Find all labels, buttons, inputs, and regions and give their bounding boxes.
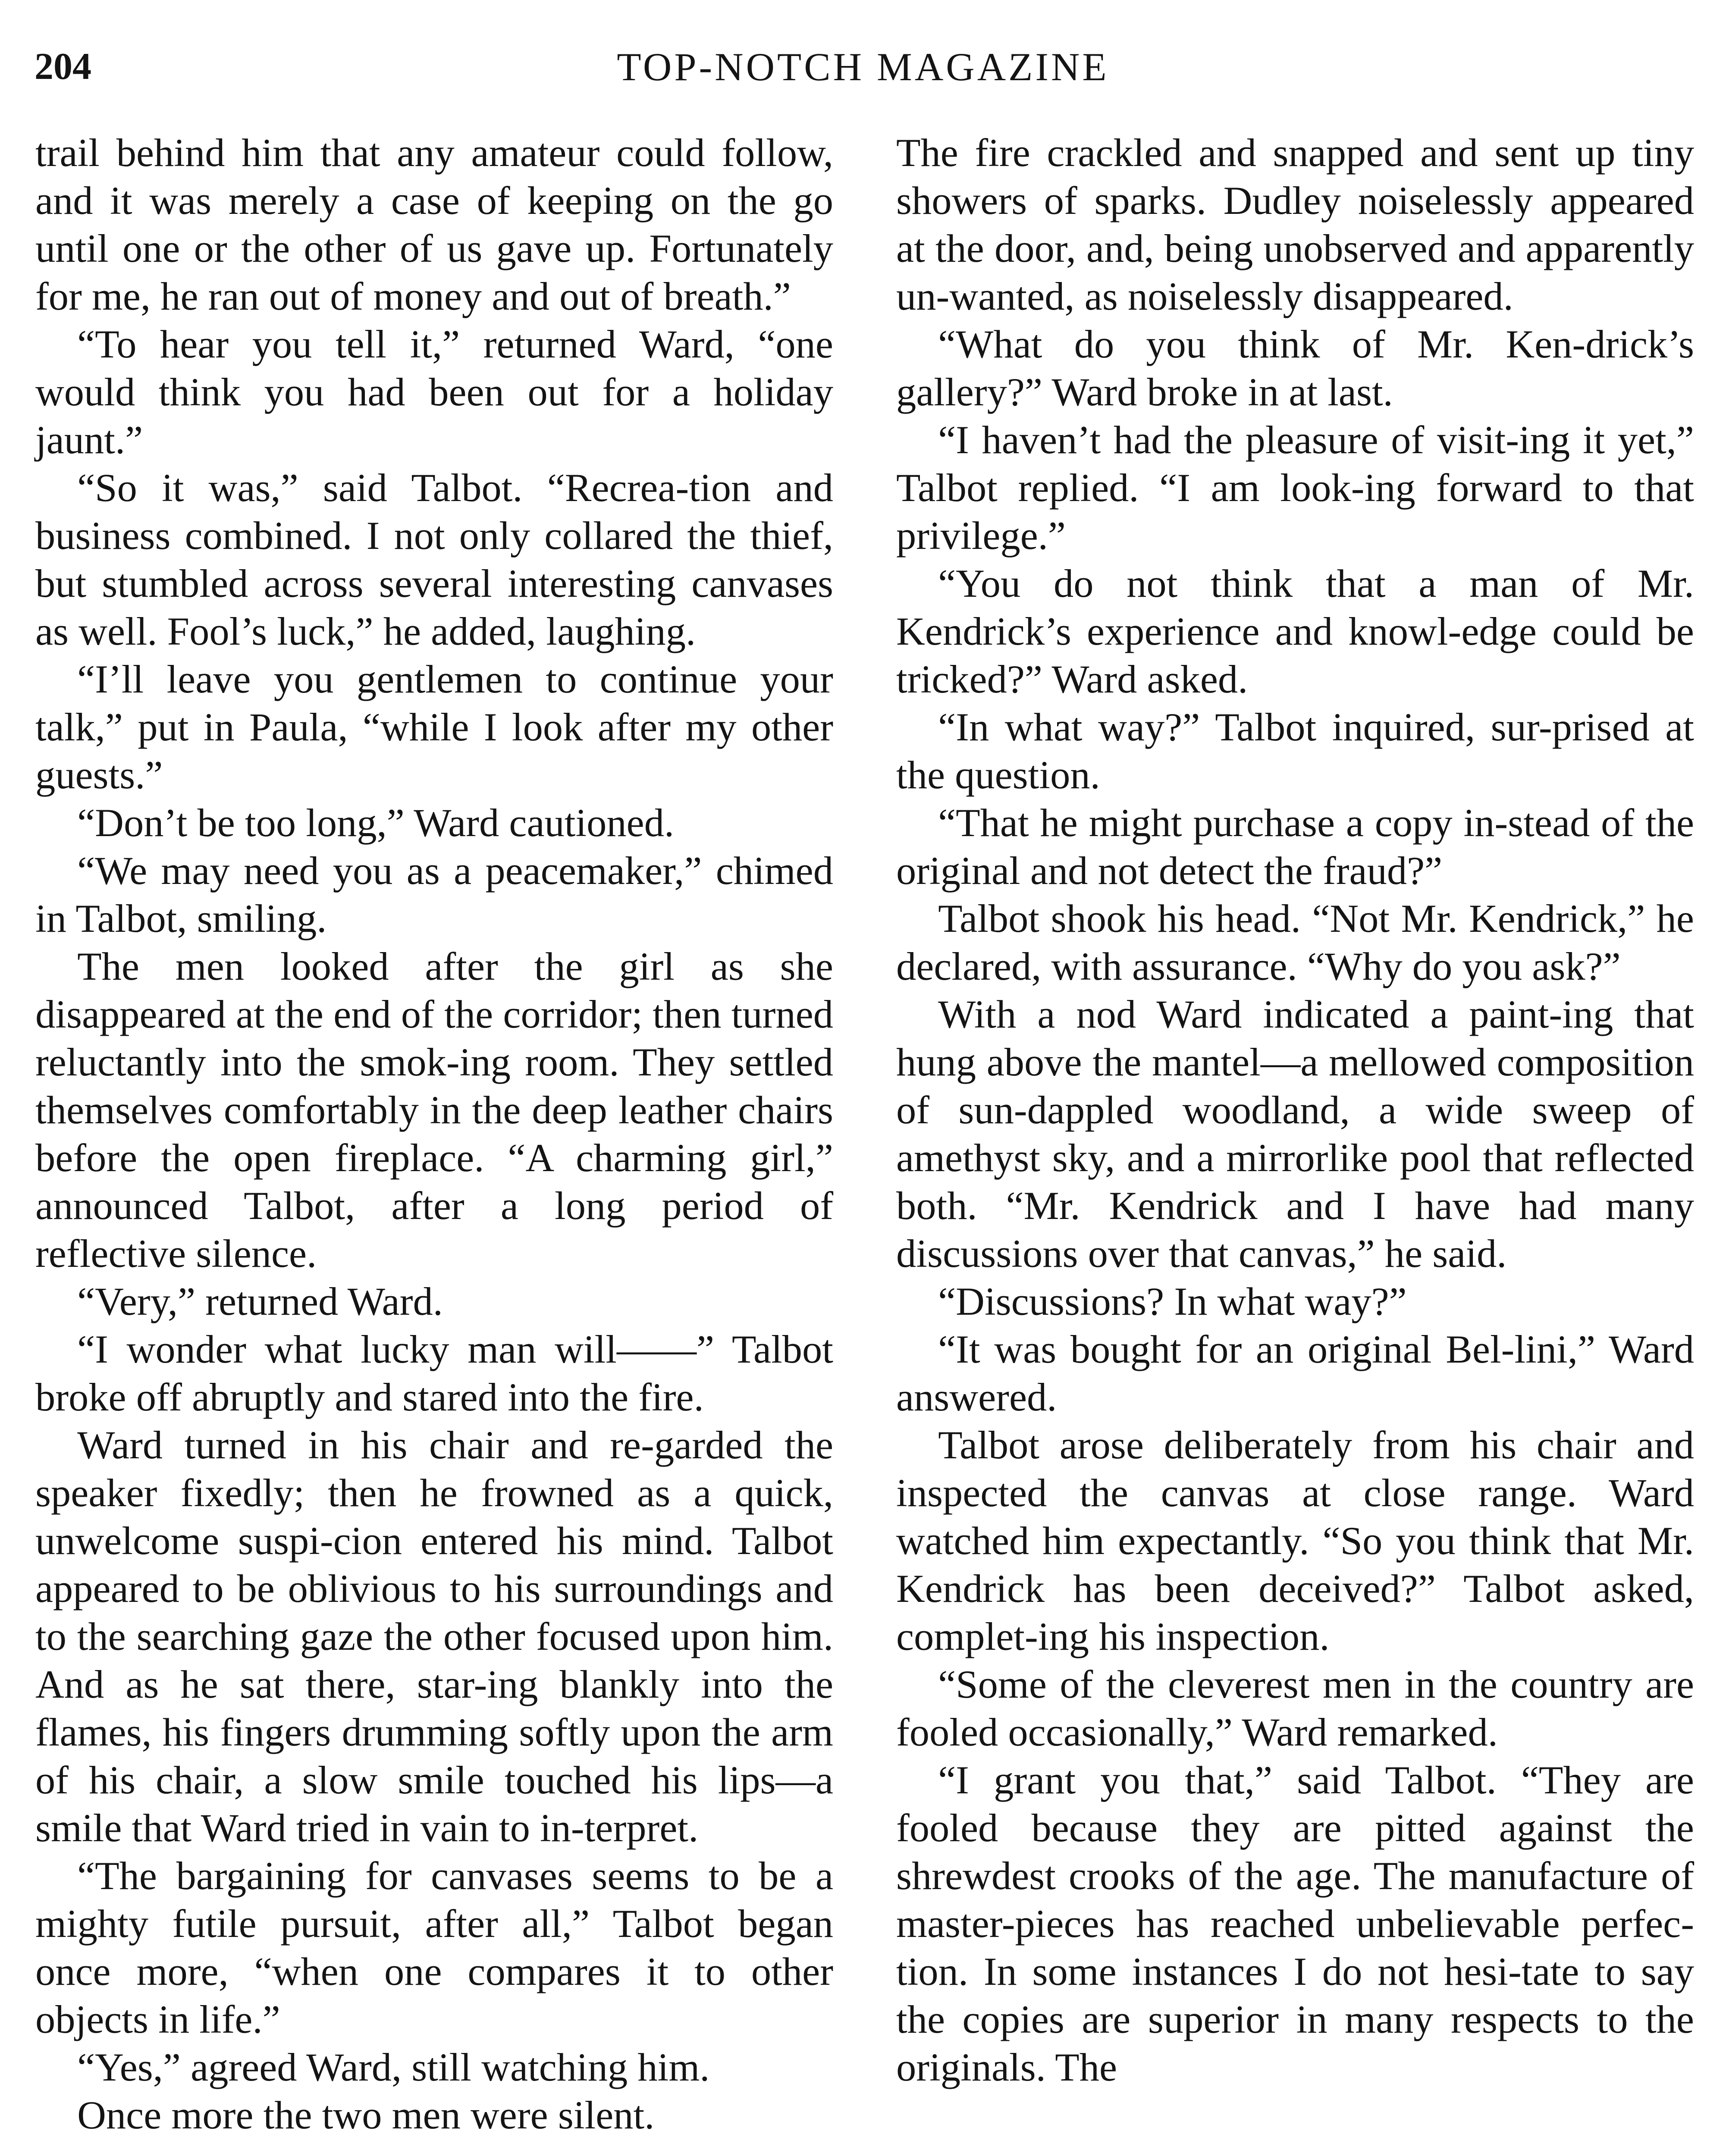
paragraph: “I wonder what lucky man will——” Talbot broke off abruptly and stared into the fire. xyxy=(35,1328,833,1420)
paragraph: The fire crackled and snapped and sent up tiny showers of sparks. Dudley noiselessly appeared at the door, and, being unobserved and apparently un-wanted, as noiselessly disappeared. xyxy=(896,131,1694,319)
paragraph: “Some of the cleverest men in the country are fooled occasionally,” Ward remarked. xyxy=(896,1663,1694,1755)
paragraph: “Discussions? In what way?” xyxy=(938,1280,1407,1324)
page-number: 204 xyxy=(35,46,91,88)
paragraph: “I’ll leave you gentlemen to continue your talk,” put in Paula, “while I look after my other guests.” xyxy=(35,658,833,797)
paragraph: “That he might purchase a copy in-stead of the original and not detect the fraud?” xyxy=(896,801,1694,893)
paragraph: “What do you think of Mr. Ken-drick’s gallery?” Ward broke in at last. xyxy=(896,323,1694,414)
paragraph: Talbot shook his head. “Not Mr. Kendrick,” he declared, with assurance. “Why do you ask?” xyxy=(896,897,1694,989)
paragraph: Once more the two men were silent. xyxy=(77,2093,655,2137)
running-head: TOP-NOTCH MAGAZINE xyxy=(617,45,1109,89)
paragraph: “We may need you as a peacemaker,” chimed in Talbot, smiling. xyxy=(35,849,833,941)
paragraph: “You do not think that a man of Mr. Kendrick’s experience and knowl-edge could be tricked?” Ward asked. xyxy=(896,562,1694,702)
paragraph: trail behind him that any amateur could follow, and it was merely a case of keeping on the go until one or the other of us gave up. Fortunately for me, he ran out of money and out of breath.” xyxy=(35,131,833,319)
paragraph: “To hear you tell it,” returned Ward, “one would think you had been out for a holiday jaunt.” xyxy=(35,323,833,462)
paragraph: “The bargaining for canvases seems to be a mighty futile pursuit, after all,” Talbot began once more, “when one compares it to other objects in life.” xyxy=(35,1854,833,2042)
paragraph: Talbot arose deliberately from his chair and inspected the canvas at close range. Ward watched him expectantly. “So you think that Mr. Kendrick has been deceived?” Talbot asked, complet-ing his inspection. xyxy=(896,1423,1694,1659)
paragraph: Ward turned in his chair and re-garded the speaker fixedly; then he frowned as a quick, unwelcome suspi-cion entered his mind. Talbot appeared to be oblivious to his surroundings and to the searching gaze the other focused upon him. And as he sat there, star-ing blankly into the flames, his fingers drumming softly upon the arm of his chair, a slow smile touched his lips—a smile that Ward tried in vain to in-terpret. xyxy=(35,1423,833,1850)
left-column xyxy=(35,129,833,2140)
paragraph: “Don’t be too long,” Ward cautioned. xyxy=(77,801,675,845)
paragraph: The men looked after the girl as she disappeared at the end of the corridor; then turned reluctantly into the smok-ing room. They settled themselves comfortably in the deep leather chairs before the open fireplace. “A charming girl,” announced Talbot, after a long period of reflective silence. xyxy=(35,945,833,1276)
paragraph: “So it was,” said Talbot. “Recrea-tion and business combined. I not only collared the thief, but stumbled across several interesting canvases as well. Fool’s luck,” he added, laughing. xyxy=(35,466,833,654)
page-header xyxy=(35,41,1691,97)
paragraph: “Very,” returned Ward. xyxy=(77,1280,443,1324)
paragraph: “It was bought for an original Bel-lini,” Ward answered. xyxy=(896,1328,1694,1420)
paragraph: With a nod Ward indicated a paint-ing that hung above the mantel—a mellowed composition of sun-dappled woodland, a wide sweep of amethyst sky, and a mirrorlike pool that reflected both. “Mr. Kendrick and I have had many discussions over that canvas,” he said. xyxy=(896,993,1694,1276)
paragraph: “I grant you that,” said Talbot. “They are fooled because they are pitted against the shrewdest crooks of the age. The manufacture of master-pieces has reached unbelievable perfec-tion. In some instances I do not hesi-tate to say the copies are superior in many respects to the originals. The xyxy=(896,1758,1694,2090)
paragraph: “I haven’t had the pleasure of visit-ing it yet,” Talbot replied. “I am look-ing forward to that privilege.” xyxy=(896,418,1694,558)
paragraph: “Yes,” agreed Ward, still watching him. xyxy=(77,2046,710,2090)
paragraph: “In what way?” Talbot inquired, sur-prised at the question. xyxy=(896,705,1694,797)
right-column xyxy=(896,129,1694,2092)
